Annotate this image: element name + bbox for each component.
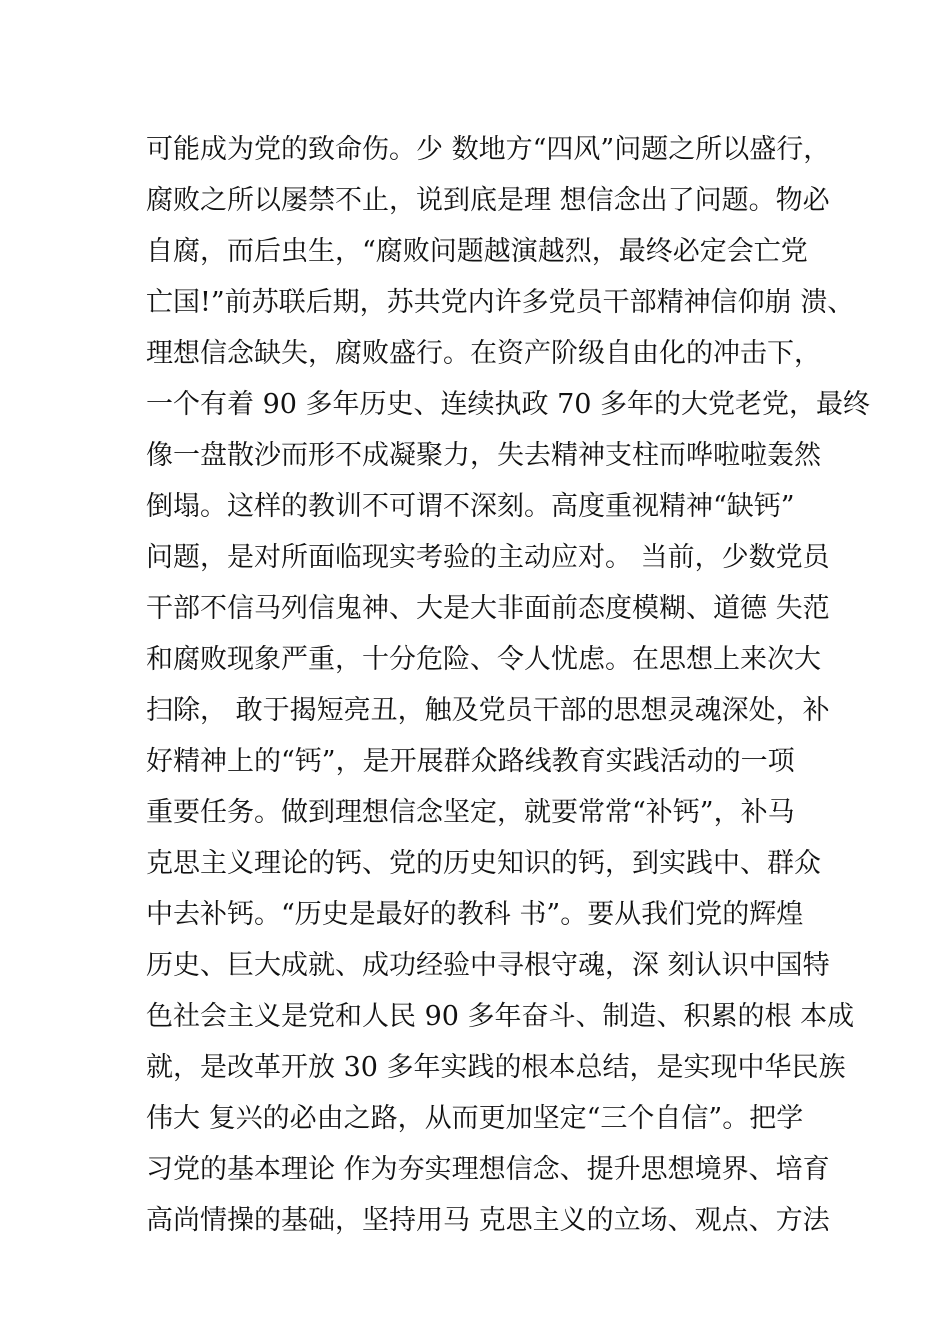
text-line: 倒塌。这样的教训不可谓不深刻。高度重视精神“缺钙” xyxy=(146,491,795,522)
text-line: 就，是改革开放 30 多年实践的根本总结，是实现中华民族 xyxy=(146,1052,846,1083)
text-line: 像一盘散沙而形不成凝聚力，失去精神支柱而哗啦啦轰然 xyxy=(146,440,821,471)
text-line: 伟大 复兴的必由之路，从而更加坚定“三个自信”。把学 xyxy=(146,1103,804,1134)
text-line: 一个有着 90 多年历史、连续执政 70 多年的大党老党，最终 xyxy=(146,389,871,420)
text-line: 好精神上的“钙”，是开展群众路线教育实践活动的一项 xyxy=(146,746,795,777)
text-line: 习党的基本理论 作为夯实理想信念、提升思想境界、培育 xyxy=(146,1154,830,1185)
text-line: 腐败之所以屡禁不止，说到底是理 想信念出了问题。物必 xyxy=(146,185,830,216)
text-line: 扫除， 敢于揭短亮丑，触及党员干部的思想灵魂深处，补 xyxy=(146,695,830,726)
text-line: 色社会主义是党和人民 90 多年奋斗、制造、积累的根 本成 xyxy=(146,1001,855,1032)
text-line: 干部不信马列信鬼神、大是大非面前态度模糊、道德 失范 xyxy=(146,593,830,624)
text-line: 问题，是对所面临现实考验的主动应对。 当前，少数党员 xyxy=(146,542,830,573)
text-line: 和腐败现象严重，十分危险、令人忧虑。在思想上来次大 xyxy=(146,644,821,675)
text-line: 中去补钙。“历史是最好的教科 书”。要从我们党的辉煌 xyxy=(146,899,804,930)
text-line: 高尚情操的基础，坚持用马 克思主义的立场、观点、方法 xyxy=(146,1205,830,1236)
text-line: 重要任务。做到理想信念坚定，就要常常“补钙”，补马 xyxy=(146,797,795,828)
body-paragraph xyxy=(146,124,871,1246)
text-line: 自腐，而后虫生，“腐败问题越演越烈，最终必定会亡党 xyxy=(146,236,808,267)
text-line: 亡国!”前苏联后期，苏共党内许多党员干部精神信仰崩 溃、 xyxy=(146,287,855,318)
text-line: 历史、巨大成就、成功经验中寻根守魂，深 刻认识中国特 xyxy=(146,950,830,981)
text-line: 克思主义理论的钙、党的历史知识的钙，到实践中、群众 xyxy=(146,848,821,879)
text-line: 理想信念缺失，腐败盛行。在资产阶级自由化的冲击下， xyxy=(146,338,821,369)
text-line: 可能成为党的致命伤。少 数地方“四风”问题之所以盛行， xyxy=(146,134,831,165)
